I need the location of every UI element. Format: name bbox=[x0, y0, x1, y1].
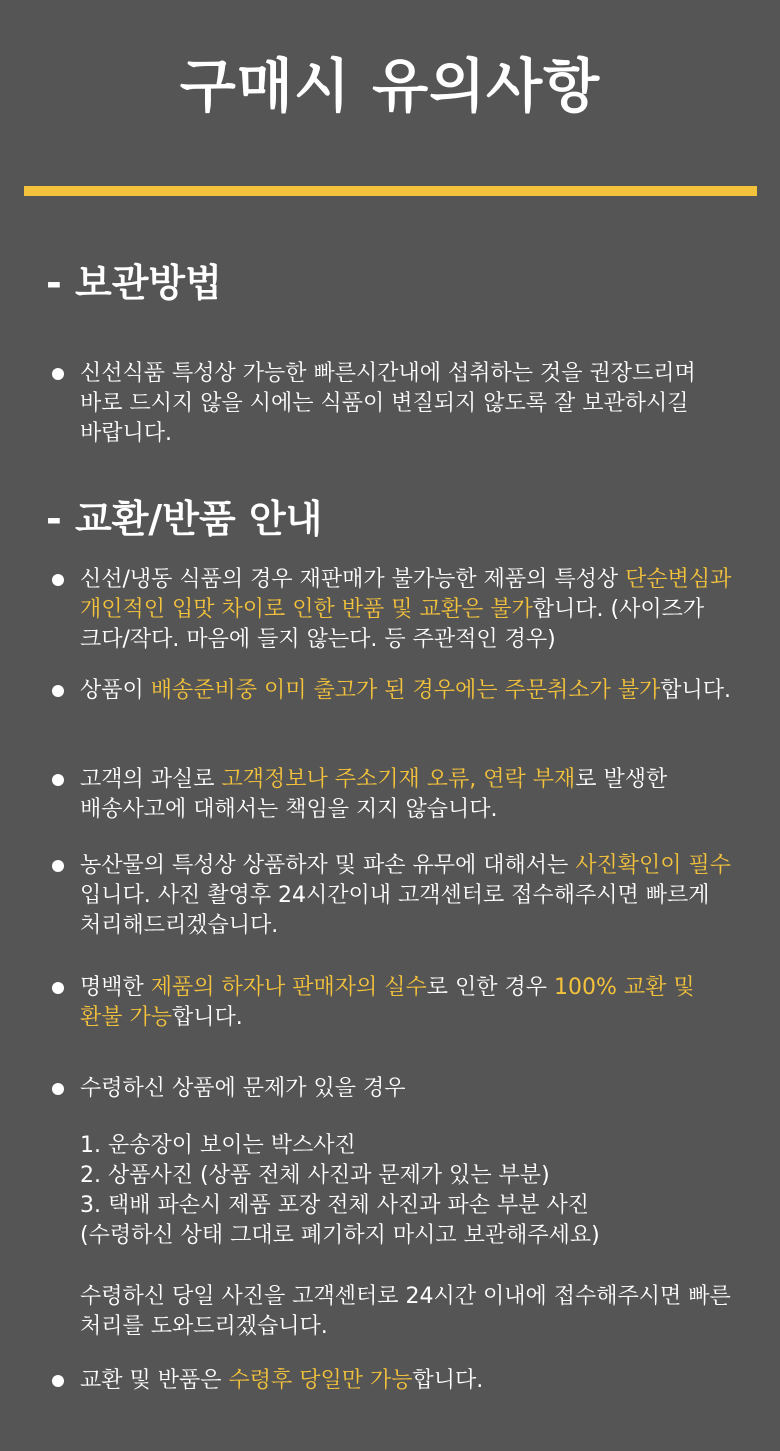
exchange-item-3-text bbox=[80, 765, 742, 825]
exchange-item-3 bbox=[52, 765, 742, 825]
bullet-icon bbox=[52, 860, 64, 872]
item-text: 합니다. bbox=[172, 1005, 243, 1030]
photo-steps-list bbox=[80, 1131, 750, 1251]
item-text: 교환 및 반품은 bbox=[80, 1368, 229, 1393]
highlight-text: 고객정보나 주소기재 오류, 연락 부재 bbox=[221, 767, 576, 792]
item-text: 고객의 과실로 bbox=[80, 767, 222, 792]
exchange-item-7-text bbox=[80, 1366, 742, 1396]
exchange-item-1 bbox=[52, 565, 742, 655]
exchange-item-2 bbox=[52, 676, 742, 706]
photo-submission-note: 수령하신 당일 사진을 고객센터로 24시간 이내에 접수해주시면 빠른 처리를 도와드리겠습니다. bbox=[80, 1284, 731, 1339]
highlight-text: 수령후 당일만 가능 bbox=[228, 1368, 413, 1393]
item-text: 명백한 bbox=[80, 975, 151, 1000]
item-text: 합니다. (사이즈가 크다/작다. 마음에 들지 않는다. 등 주관적인 경우) bbox=[80, 597, 705, 652]
storage-item-text: 신선식품 특성상 가능한 빠른시간내에 섭취하는 것을 권장드리며 바로 드시지 않을 시에는 식품이 변질되지 않도록 잘 보관하시길 바랍니다. bbox=[80, 361, 696, 446]
exchange-item-1-text bbox=[80, 565, 742, 655]
item-text: 합니다. bbox=[412, 1368, 484, 1393]
item-text: 신선/냉동 식품의 경우 재판매가 불가능한 제품의 특성상 bbox=[80, 567, 626, 592]
photo-step: 3. 택배 파손시 제품 포장 전체 사진과 파손 부분 사진 bbox=[80, 1193, 589, 1218]
highlight-text: 단순변심과 개인적인 입맛 차이로 인한 반품 및 교환은 불가 bbox=[80, 567, 732, 622]
exchange-item-7 bbox=[52, 1366, 742, 1396]
exchange-item-6-text: 수령하신 상품에 문제가 있을 경우 bbox=[80, 1076, 406, 1101]
storage-heading: - 보관방법 bbox=[46, 261, 222, 305]
item-text: 로 인한 경우 bbox=[426, 975, 555, 1000]
exchange-heading: - 교환/반품 안내 bbox=[46, 497, 323, 541]
highlight-text: 사진확인이 필수 bbox=[575, 853, 732, 878]
photo-step-note: (수령하신 상태 그대로 폐기하지 마시고 보관해주세요) bbox=[80, 1223, 600, 1248]
exchange-item-2-text bbox=[80, 676, 742, 706]
photo-step: 2. 상품사진 (상품 전체 사진과 문제가 있는 부분) bbox=[80, 1163, 550, 1188]
storage-item bbox=[52, 359, 742, 449]
page-title: 구매시 유의사항 bbox=[179, 52, 601, 120]
bullet-icon bbox=[52, 1375, 64, 1387]
bullet-icon bbox=[52, 1083, 64, 1095]
exchange-item-5 bbox=[52, 973, 742, 1033]
photo-step: 1. 운송장이 보이는 박스사진 bbox=[80, 1133, 356, 1158]
exchange-item-4 bbox=[52, 851, 742, 941]
highlight-text: 제품의 하자나 판매자의 실수 bbox=[150, 975, 427, 1000]
title-divider bbox=[24, 186, 757, 196]
item-text: 입니다. 사진 촬영후 24시간이내 고객센터로 접수해주시면 빠르게 처리해드리겠습니다. bbox=[80, 883, 710, 938]
highlight-text: 배송준비중 이미 출고가 된 경우에는 주문취소가 불가 bbox=[150, 678, 661, 703]
bullet-icon bbox=[52, 368, 64, 380]
item-text: 상품이 bbox=[80, 678, 151, 703]
exchange-item-6 bbox=[52, 1074, 742, 1104]
item-text: 농산물의 특성상 상품하자 및 파손 유무에 대해서는 bbox=[80, 853, 576, 878]
bullet-icon bbox=[52, 982, 64, 994]
bullet-icon bbox=[52, 774, 64, 786]
highlight-text: 100% 교환 및 환불 가능 bbox=[80, 975, 695, 1030]
bullet-icon bbox=[52, 685, 64, 697]
exchange-item-5-text bbox=[80, 973, 742, 1033]
exchange-item-4-text bbox=[80, 851, 742, 941]
item-text: 로 발생한 배송사고에 대해서는 책임을 지지 않습니다. bbox=[80, 767, 668, 822]
item-text: 합니다. bbox=[660, 678, 732, 703]
bullet-icon bbox=[52, 574, 64, 586]
